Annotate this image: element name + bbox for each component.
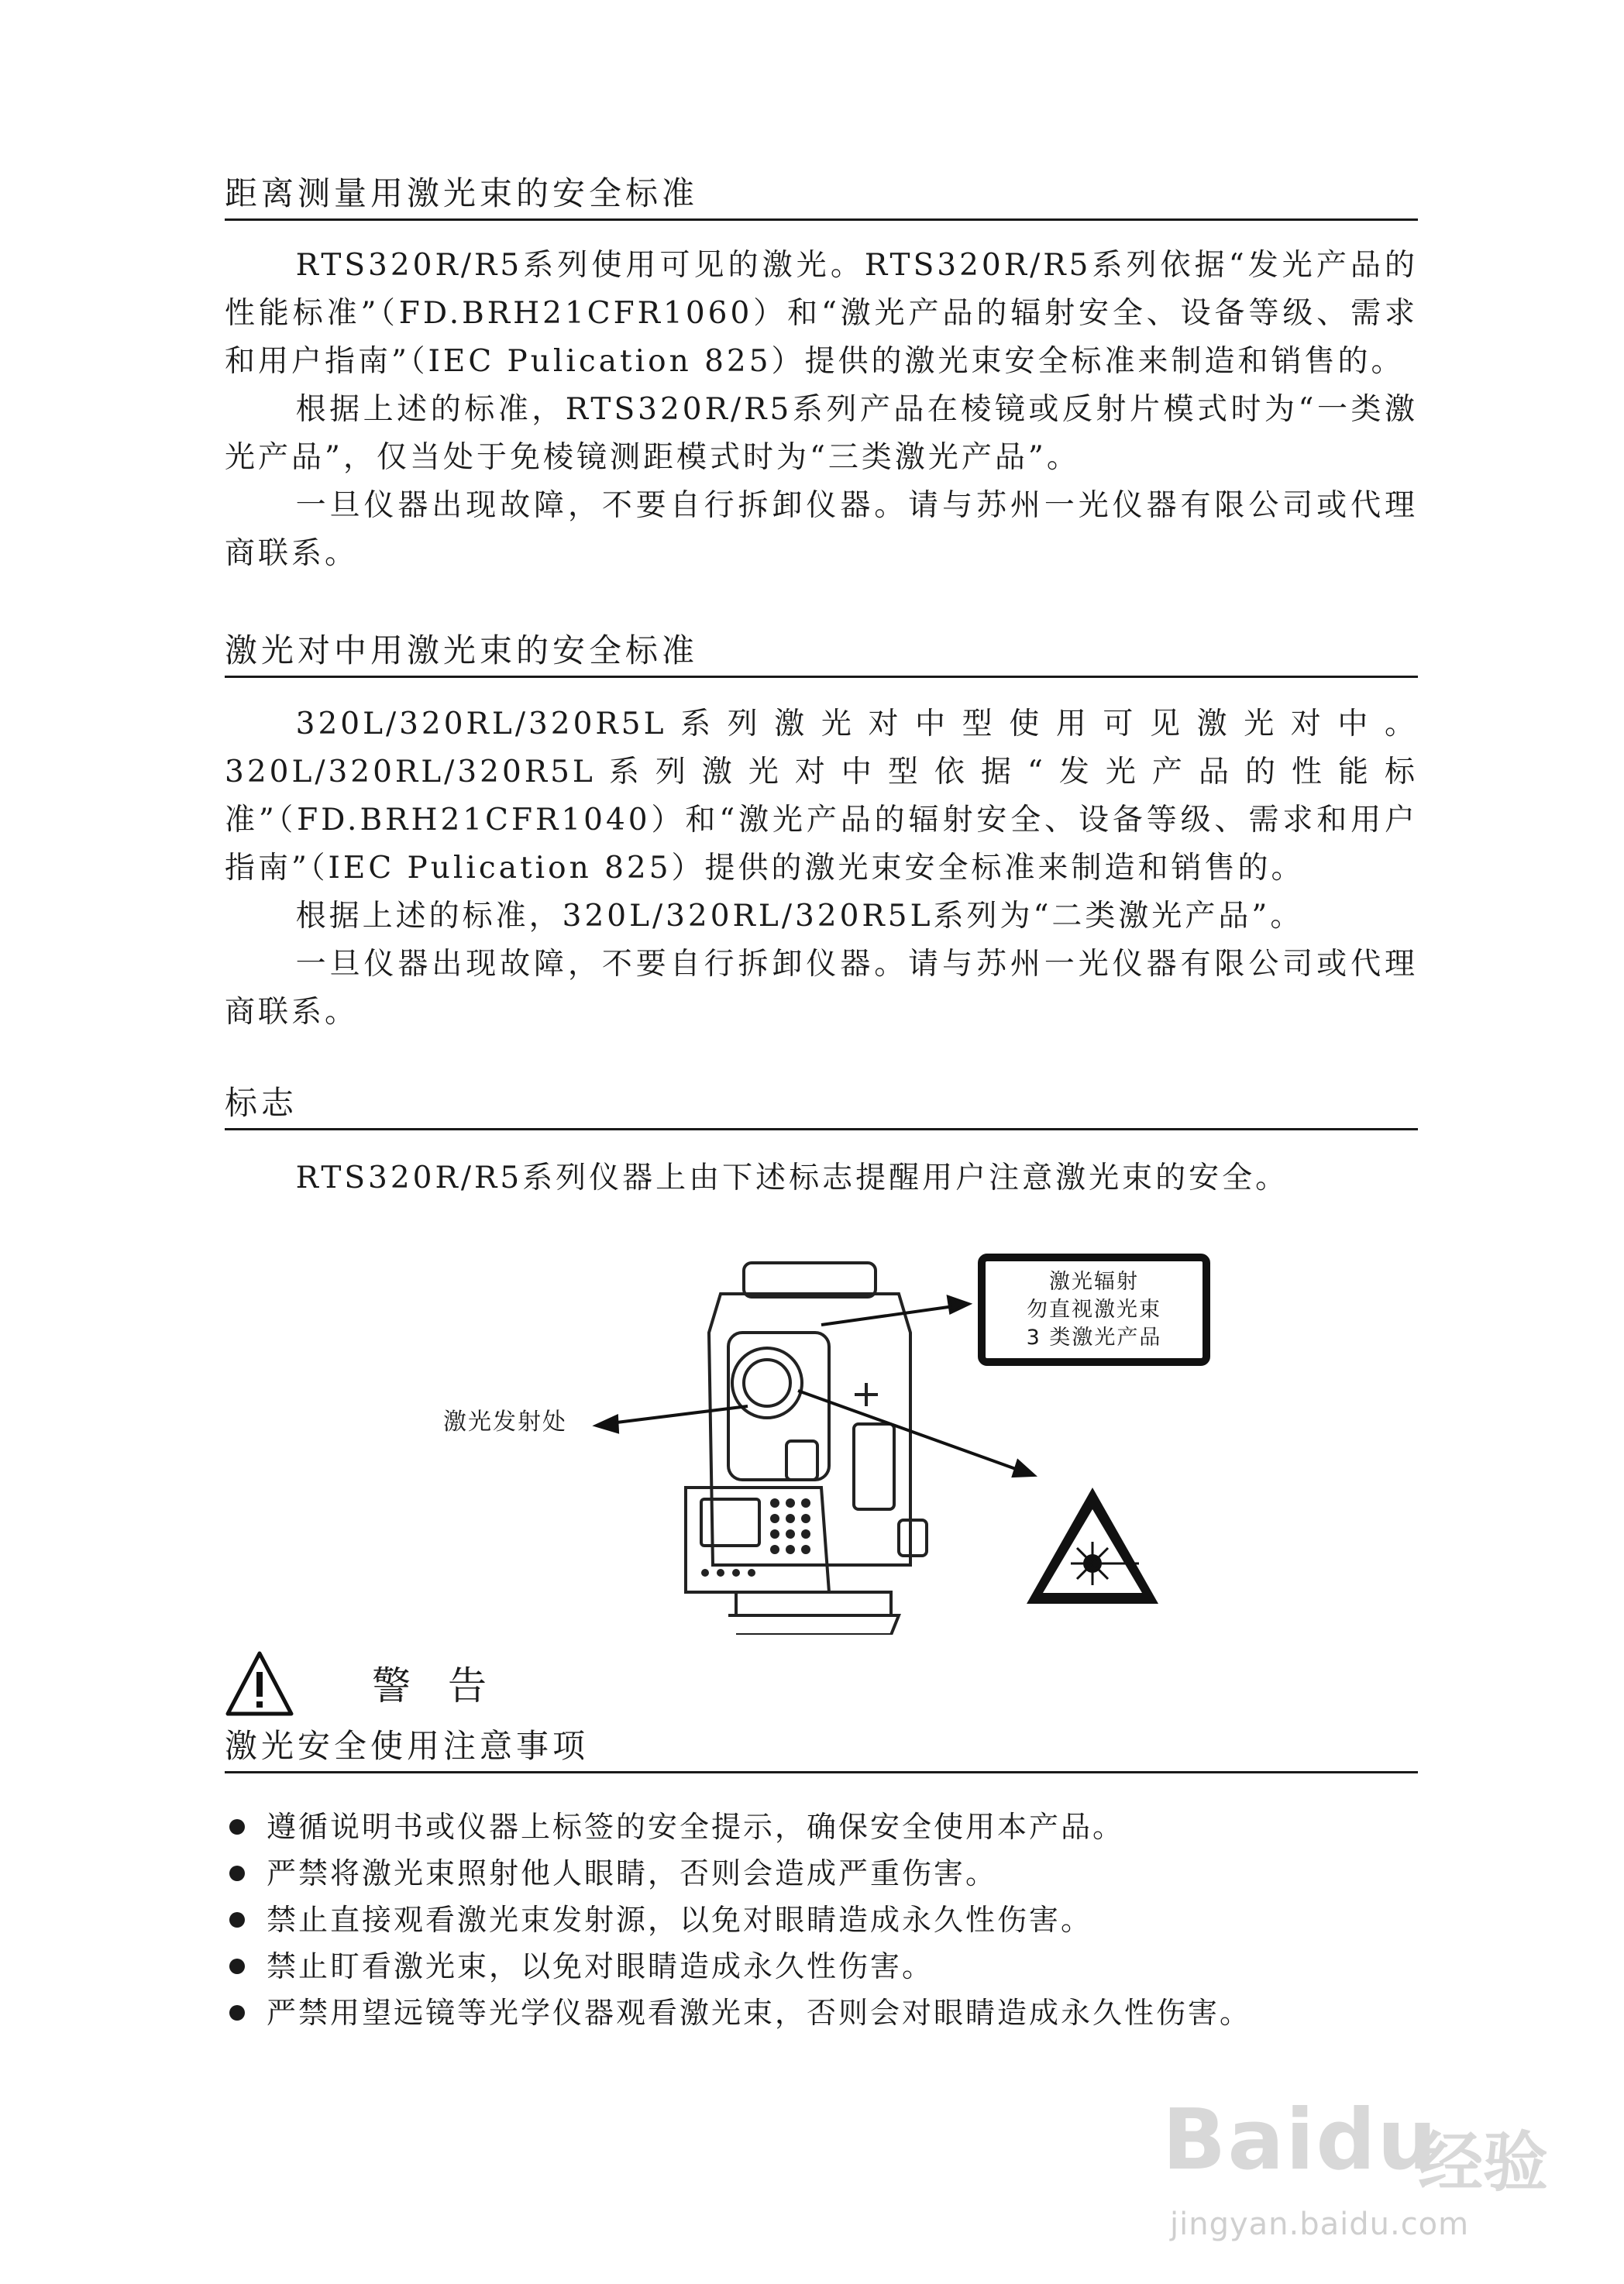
list-item-text: 禁止直接观看激光束发射源，以免对眼睛造成永久性伤害。 [267, 1903, 1093, 1937]
instrument-figure [0, 1232, 1624, 1635]
warning-heading: 警告 [372, 1663, 524, 1708]
list-item-text: 遵循说明书或仪器上标签的安全提示，确保安全使用本产品。 [267, 1810, 1125, 1844]
watermark-url: jingyan.baidu.com [1170, 2207, 1470, 2242]
sign-line: 3 类激光产品 [1026, 1325, 1162, 1350]
sign-line: 激光辐射 [1049, 1269, 1139, 1294]
bullet-icon [229, 1959, 245, 1974]
section-body-labels [225, 1154, 1418, 1202]
section-title-labels: 标志 [225, 1082, 1418, 1130]
bullet-icon [229, 1866, 245, 1881]
precautions-list [225, 1804, 1418, 2036]
baidu-jingyan-watermark [1162, 2076, 1581, 2255]
list-item-text: 严禁用望远镜等光学仪器观看激光束，否则会对眼睛造成永久性伤害。 [267, 1996, 1252, 2030]
section-title-plummet: 激光对中用激光束的安全标准 [225, 629, 1418, 678]
list-item [225, 1850, 1418, 1897]
paragraph: 一旦仪器出现故障，不要自行拆卸仪器。请与苏州一光仪器有限公司或代理商联系。 [225, 947, 1418, 1030]
paragraph: RTS320R/R5系列仪器上由下述标志提醒用户注意激光束的安全。 [295, 1161, 1289, 1195]
section-body-plummet [225, 700, 1418, 1037]
list-item [225, 1804, 1418, 1850]
paragraph: 根据上述的标准，320L/320RL/320R5L系列为“二类激光产品”。 [295, 899, 1304, 934]
section-title-precautions: 激光安全使用注意事项 [225, 1725, 1418, 1773]
list-item [225, 1990, 1418, 2036]
section-body-distance [225, 242, 1418, 578]
paragraph: 根据上述的标准，RTS320R/R5系列产品在棱镜或反射片模式时为“一类激光产品”，仅当处于免棱镜测距模式时为“三类激光产品”。 [225, 392, 1418, 475]
list-item [225, 1943, 1418, 1990]
list-item [225, 1897, 1418, 1943]
section-title-distance: 距离测量用激光束的安全标准 [225, 172, 1418, 221]
paragraph: 一旦仪器出现故障，不要自行拆卸仪器。请与苏州一光仪器有限公司或代理商联系。 [225, 488, 1418, 571]
paragraph: 320L/320RL/320R5L系列激光对中型使用可见激光对中。320L/320RL/320R5L系列激光对中型依据“发光产品的性能标准”（FD.BRH21CFR1040）和“激光产品的辐射安全、设备等级、需求和用户指南”（IEC Pulication 825）提供的激光束安全标准来制造和销售的。 [225, 707, 1418, 886]
bullet-icon [229, 1819, 245, 1835]
total-station-illustration [0, 1232, 1624, 1635]
laser-radiation-sign [978, 1254, 1210, 1366]
warning-heading-row [225, 1650, 922, 1720]
list-item-text: 严禁将激光束照射他人眼睛，否则会造成严重伤害。 [267, 1856, 998, 1890]
emission-label: 激光发射处 [443, 1409, 567, 1436]
bullet-icon [229, 2005, 245, 2021]
watermark-brand: Baidu [1162, 2092, 1439, 2189]
warning-triangle-icon [225, 1650, 294, 1717]
sign-line: 勿直视激光束 [1027, 1297, 1161, 1322]
watermark-product: 经验 [1418, 2124, 1549, 2200]
list-item-text: 禁止盯看激光束，以免对眼睛造成永久性伤害。 [267, 1949, 934, 1983]
paragraph: RTS320R/R5系列使用可见的激光。RTS320R/R5系列依据“发光产品的性能标准”（FD.BRH21CFR1060）和“激光产品的辐射安全、设备等级、需求和用户指南”（IEC Pulication 825）提供的激光束安全标准来制造和销售的。 [225, 248, 1418, 379]
laser-warning-triangle-icon [1027, 1488, 1158, 1604]
bullet-icon [229, 1912, 245, 1928]
